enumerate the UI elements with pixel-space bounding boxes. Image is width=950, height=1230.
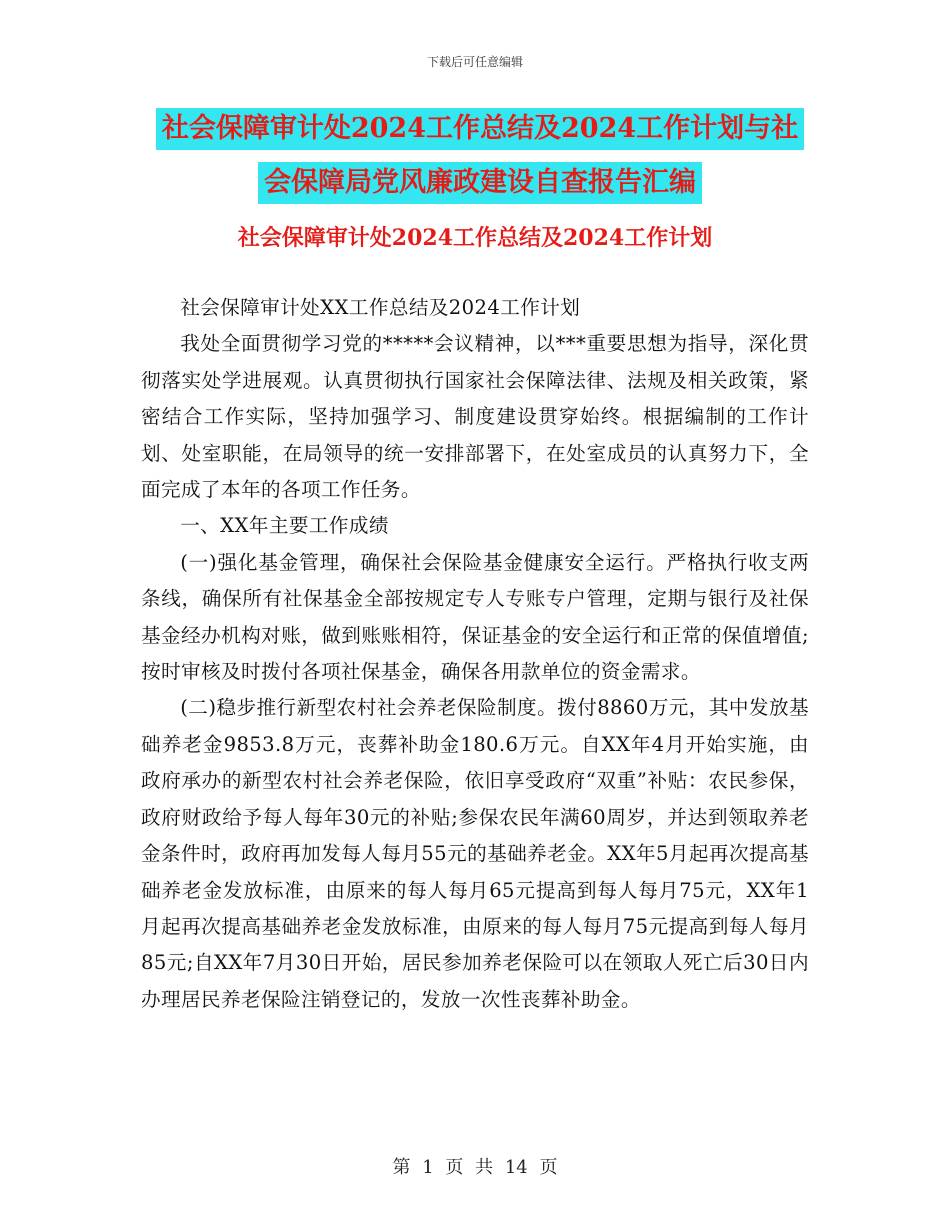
document-title: [140, 108, 820, 216]
title-line-1: 社会保障审计处2024工作总结及2024工作计划与社: [156, 108, 804, 150]
paragraph-heading: 一、XX年主要工作成绩: [180, 514, 389, 538]
paragraph: (一)强化基金管理，确保社会保险基金健康安全运行。严格执行收支两条线，确保所有社保基金全部按规定专人专账专户管理，定期与银行及社保基金经办机构对账，做到账账相符，保证基金的安全运行和正常的保值增值;按时审核及时拨付各项社保基金，确保各用款单位的资金需求。: [141, 550, 809, 684]
section-title: 社会保障审计处2024工作总结及2024工作计划: [237, 225, 713, 251]
page-number: 第 1 页 共 14 页: [392, 1157, 558, 1178]
document-body: [141, 290, 809, 1018]
paragraph: 社会保障审计处XX工作总结及2024工作计划: [180, 296, 581, 319]
title-line-2: 会保障局党风廉政建设自查报告汇编: [258, 162, 702, 204]
paragraph: 我处全面贯彻学习党的*****会议精神，以***重要思想为指导，深化贯彻落实处学进展观。认真贯彻执行国家社会保障法律、法规及相关政策，紧密结合工作实际，坚持加强学习、制度建设贯穿始终。根据编制的工作计划、处室职能，在局领导的统一安排部署下，在处室成员的认真努力下，全面完成了本年的各项工作任务。: [141, 332, 809, 502]
page-header: 下载后可任意编辑: [426, 55, 523, 69]
paragraph: (二)稳步推行新型农村社会养老保险制度。拨付8860万元，其中发放基础养老金9853.8万元，丧葬补助金180.6万元。自XX年4月开始实施，由政府承办的新型农村社会养老保险，依旧享受政府“双重”补贴：农民参保，政府财政给予每人每年30元的补贴;参保农民年满60周岁，并达到领取养老金条件时，政府再加发每人每月55元的基础养老金。XX年5月起再次提高基础养老金发放标准，由原来的每人每月65元提高到每人每月75元，XX年1月起再次提高基础养老金发放标准，由原来的每人每月75元提高到每人每月85元;自XX年7月30日开始，居民参加养老保险可以在领取人死亡后30日内办理居民养老保险注销登记的，发放一次性丧葬补助金。: [141, 696, 809, 1011]
